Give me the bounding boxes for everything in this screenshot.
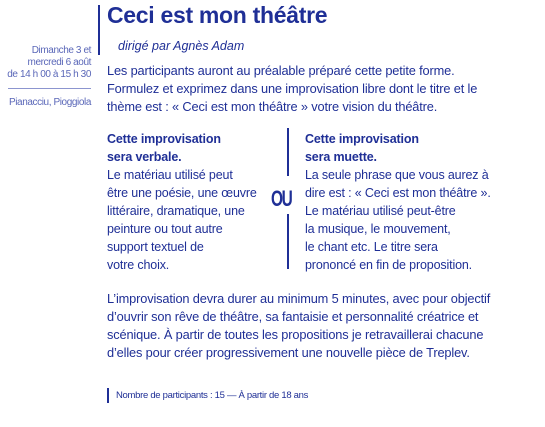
event-date-line: mercredi 6 août [27,57,91,68]
column-line: support textuel de [107,240,204,254]
page-title: Ceci est mon théâtre [107,2,328,28]
verbal-improvisation-column [107,130,257,274]
outro-paragraph: L’improvisation devra durer au minimum 5 minutes, avec pour objectif d’ouvrir son rêve de théâtre, sa fantaisie et personnalité créatrice et scénique. À partir de toutes les propositions je retravaillerai chacune d’elles pour créer progressivement une nouvelle pièce de Treplev. [107,291,491,360]
title-accent-bar [98,5,100,55]
column-line: le chant etc. Le titre sera [305,240,438,254]
column-divider-top [287,128,289,176]
column-heading: sera muette. [305,150,377,164]
silent-improvisation-column [305,130,491,274]
column-line: votre choix. [107,258,170,272]
column-line: Le matériau utilisé peut [107,168,233,182]
column-heading: Cette improvisation [107,132,221,146]
column-line: dire est : « Ceci est mon théâtre ». [305,186,491,200]
column-line: peinture ou tout autre [107,222,223,236]
column-line: prononcé en fin de proposition. [305,258,472,272]
intro-paragraph: Les participants auront au préalable préparé cette petite forme. Formulez et exprimez dans une improvisation libre dont le titre et le thème est : « Ceci est mon théâtre » votre vision du théâtre. [107,63,478,114]
column-line: la musique, le mouvement, [305,222,451,236]
or-separator: OU [271,186,292,211]
page-subtitle: dirigé par Agnès Adam [118,39,245,53]
event-date-line: Dimanche 3 et [31,45,91,56]
event-date [7,45,91,81]
column-line: littéraire, dramatique, une [107,204,245,218]
column-heading: Cette improvisation [305,132,419,146]
footer-accent-bar [107,388,109,403]
column-heading: sera verbale. [107,150,182,164]
column-line: La seule phrase que vous aurez à [305,168,489,182]
sidebar-divider [8,88,91,89]
event-time-line: de 14 h 00 à 15 h 30 [7,69,91,80]
column-divider-bottom [287,214,289,269]
column-line: être une poésie, une œuvre [107,186,257,200]
event-location: Pianacciu, Pioggiola [8,97,91,108]
column-line: Le matériau utilisé peut-être [305,204,456,218]
participants-info: Nombre de participants : 15 — À partir de 18 ans [116,390,309,401]
